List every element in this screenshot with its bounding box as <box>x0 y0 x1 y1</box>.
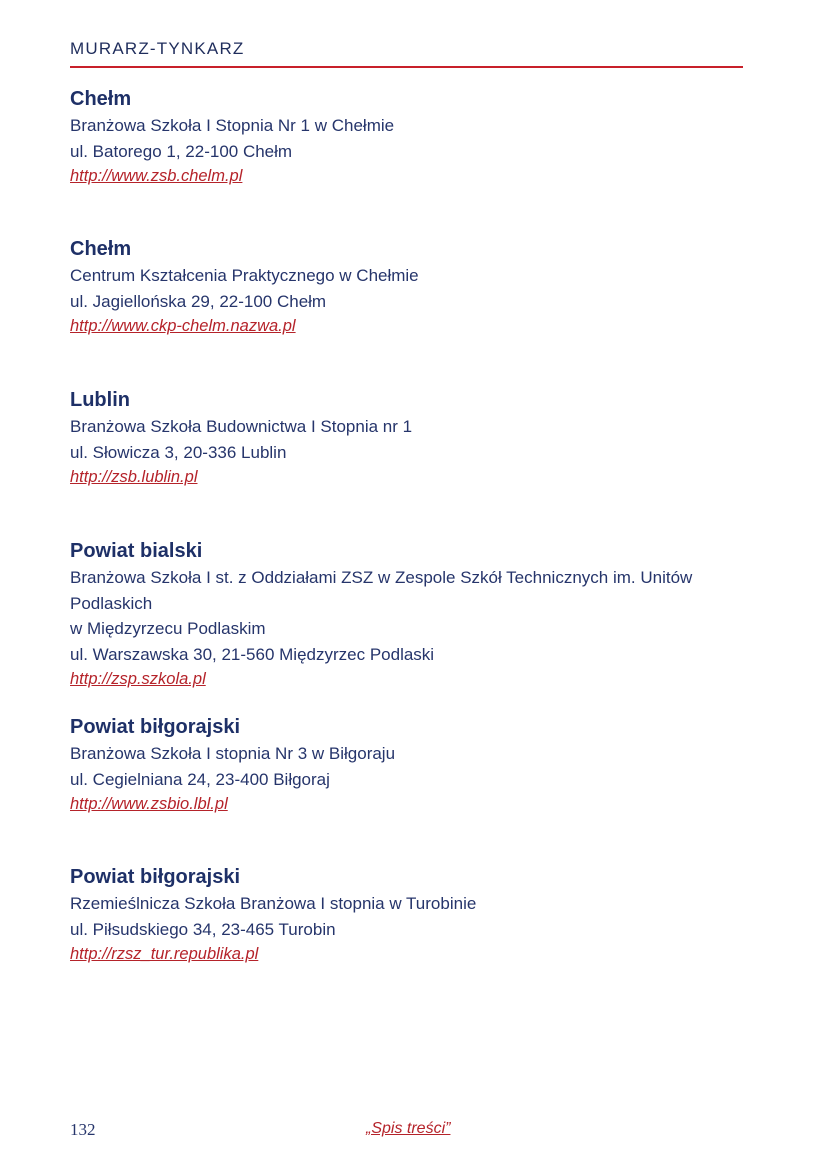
entry-title: Powiat biłgorajski <box>70 866 241 888</box>
school-entry <box>70 539 750 692</box>
school-entry <box>70 237 750 339</box>
school-entry <box>70 715 750 817</box>
school-name: Centrum Kształcenia Praktycznego w Chełmie <box>70 266 419 285</box>
school-website-link[interactable]: http://www.zsb.chelm.pl <box>70 167 243 185</box>
entry-title: Chełm <box>70 238 132 260</box>
entry-title: Lublin <box>70 389 130 411</box>
school-website-link[interactable]: http://zsb.lublin.pl <box>70 468 198 486</box>
school-entry <box>70 87 750 189</box>
school-address: ul. Warszawska 30, 21-560 Międzyrzec Podlaski <box>70 644 435 664</box>
school-website-link[interactable]: http://www.ckp-chelm.nazwa.pl <box>70 317 296 335</box>
school-name: Branżowa Szkoła I Stopnia Nr 1 w Chełmie <box>70 116 395 135</box>
school-name: Branżowa Szkoła I st. z Oddziałami ZSZ w Zespole Szkół Technicznych im. Unitów Podlaskich <box>70 568 693 613</box>
entry-title: Powiat biłgorajski <box>70 716 241 738</box>
school-address: ul. Batorego 1, 22-100 Chełm <box>70 141 293 161</box>
school-name: Branżowa Szkoła Budownictwa I Stopnia nr 1 <box>70 417 413 436</box>
school-address: ul. Słowicza 3, 20-336 Lublin <box>70 442 287 462</box>
school-website-link[interactable]: http://www.zsbio.lbl.pl <box>70 795 228 813</box>
school-name: Branżowa Szkoła I stopnia Nr 3 w Biłgoraju <box>70 744 396 763</box>
school-address: ul. Cegielniana 24, 23-400 Biłgoraj <box>70 769 330 789</box>
page-number: 132 <box>70 1120 96 1139</box>
table-of-contents-link[interactable]: „Spis treści” <box>366 1120 451 1137</box>
school-address: ul. Piłsudskiego 34, 23-465 Turobin <box>70 919 336 939</box>
entry-title: Chełm <box>70 88 132 110</box>
school-name: Rzemieślnicza Szkoła Branżowa I stopnia w Turobinie <box>70 894 477 913</box>
entry-title: Powiat bialski <box>70 540 203 562</box>
header-title: MURARZ-TYNKARZ <box>70 39 245 58</box>
school-entry <box>70 865 750 967</box>
page-header <box>70 38 743 68</box>
school-website-link[interactable]: http://rzsz_tur.republika.pl <box>70 945 259 963</box>
school-entry <box>70 388 750 490</box>
school-location: w Międzyrzecu Podlaskim <box>70 619 266 638</box>
school-website-link[interactable]: http://zsp.szkola.pl <box>70 670 206 688</box>
school-address: ul. Jagiellońska 29, 22-100 Chełm <box>70 291 327 311</box>
